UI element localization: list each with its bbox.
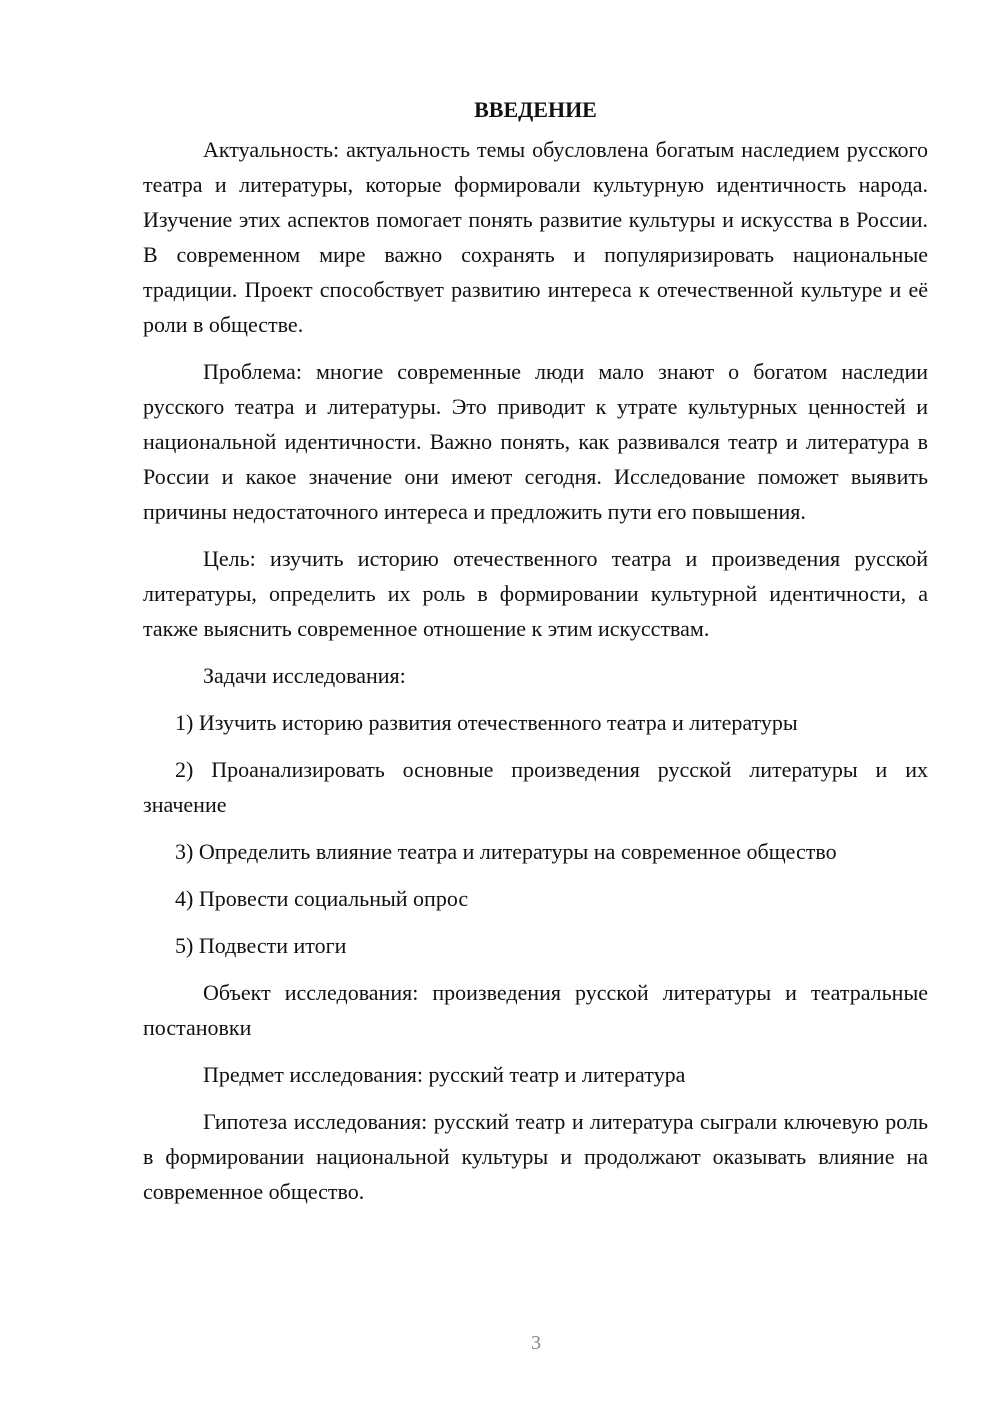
- object-paragraph: Объект исследования: произведения русской литературы и театральные постановки: [143, 980, 928, 1040]
- page-title: ВВЕДЕНИЕ: [474, 97, 597, 122]
- task-item: 1) Изучить историю развития отечественного театра и литературы: [175, 710, 798, 735]
- task-item: 2) Проанализировать основные произведения русской литературы и их значение: [143, 757, 928, 817]
- task-item: 5) Подвести итоги: [175, 933, 347, 958]
- task-item: 4) Провести социальный опрос: [175, 886, 469, 911]
- problem-paragraph: Проблема: многие современные люди мало знают о богатом наследии русского театра и литературы. Это приводит к утрате культурных ценностей и национальной идентичности. Важно понять, как развивался театр и литература в России и какое значение они имеют сегодня. Исследование поможет выявить причины недостаточного интереса и предложить пути его повышения.: [143, 359, 928, 524]
- page-number: 3: [531, 1332, 541, 1354]
- tasks-heading: Задачи исследования:: [203, 663, 406, 688]
- relevance-paragraph: Актуальность: актуальность темы обусловлена богатым наследием русского театра и литературы, которые формировали культурную идентичность народа. Изучение этих аспектов помогает понять развитие культуры и искусства в России. В современном мире важно сохранять и популяризировать национальные традиции. Проект способствует развитию интереса к отечественной культуре и её роли в обществе.: [143, 137, 928, 337]
- task-item: 3) Определить влияние театра и литературы на современное общество: [175, 839, 837, 864]
- goal-paragraph: Цель: изучить историю отечественного театра и произведения русской литературы, определить их роль в формировании культурной идентичности, а также выяснить современное отношение к этим искусствам.: [143, 546, 928, 641]
- subject-paragraph: Предмет исследования: русский театр и литература: [203, 1062, 686, 1087]
- hypothesis-paragraph: Гипотеза исследования: русский театр и литература сыграли ключевую роль в формировании национальной культуры и продолжают оказывать влияние на современное общество.: [143, 1109, 928, 1204]
